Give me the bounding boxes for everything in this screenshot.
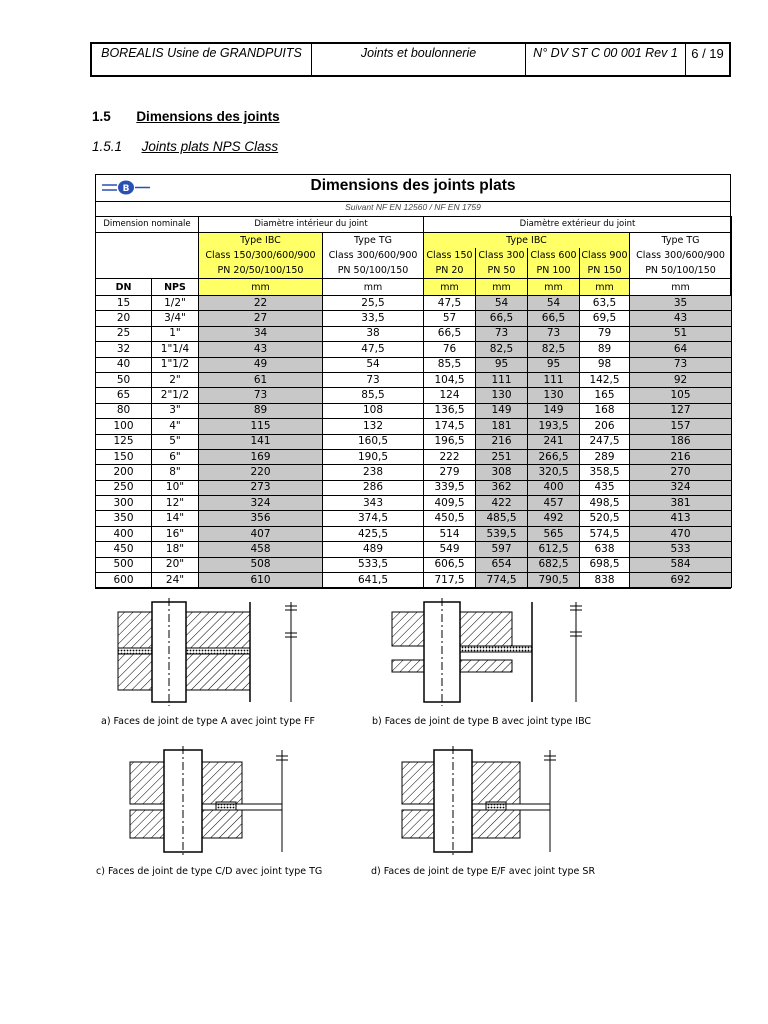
class-header-cell: Class 150/300/600/900 <box>199 248 323 263</box>
table-cell: 698,5 <box>580 557 630 572</box>
header-docref: N° DV ST C 00 001 Rev 1 <box>526 44 686 75</box>
table-cell: 105 <box>630 388 732 403</box>
table-cell: 95 <box>476 357 528 372</box>
table-cell: 22 <box>199 296 323 311</box>
table-cell: 200 <box>96 465 152 480</box>
table-cell: 492 <box>528 511 580 526</box>
table-cell: 12" <box>152 496 199 511</box>
table-cell: 50 <box>96 372 152 387</box>
class-header-cell: Class 300/600/900 <box>630 248 732 263</box>
table-row <box>96 326 732 341</box>
subsection-heading <box>92 139 278 154</box>
table-cell: 130 <box>528 388 580 403</box>
table-cell: 308 <box>476 465 528 480</box>
pn-header-cell: PN 50/100/150 <box>630 263 732 279</box>
table-row <box>96 449 732 464</box>
table-cell: 216 <box>476 434 528 449</box>
header-company: BOREALIS Usine de GRANDPUITS <box>92 44 312 75</box>
table-cell: 111 <box>476 372 528 387</box>
table-cell: 250 <box>96 480 152 495</box>
table-cell: 400 <box>96 526 152 541</box>
table-cell: 356 <box>199 511 323 526</box>
table-cell: 89 <box>199 403 323 418</box>
table-cell: 300 <box>96 496 152 511</box>
table-cell: 33,5 <box>323 311 424 326</box>
table-cell: 141 <box>199 434 323 449</box>
table-cell: 150 <box>96 449 152 464</box>
table-row <box>96 434 732 449</box>
unit-header-cell: DN <box>96 279 152 296</box>
document-header <box>90 42 731 77</box>
table-cell: 2"1/2 <box>152 388 199 403</box>
table-cell: 641,5 <box>323 573 424 588</box>
table-cell: 73 <box>199 388 323 403</box>
table-cell: 508 <box>199 557 323 572</box>
table-cell: 638 <box>580 542 630 557</box>
table-row <box>96 526 732 541</box>
table-cell: 4" <box>152 419 199 434</box>
figure-d-caption: d) Faces de joint de type E/F avec joint type SR <box>371 866 596 877</box>
unit-header-cell: mm <box>580 279 630 296</box>
table-cell: 181 <box>476 419 528 434</box>
subsection-title: Joints plats NPS Class <box>141 139 279 154</box>
table-cell: 450 <box>96 542 152 557</box>
table-cell: 132 <box>323 419 424 434</box>
table-cell: 14" <box>152 511 199 526</box>
figure-b-caption: b) Faces de joint de type B avec joint type IBC <box>372 716 592 727</box>
table-row <box>96 542 732 557</box>
table-cell: 190,5 <box>323 449 424 464</box>
table-cell: 196,5 <box>424 434 476 449</box>
table-cell: 838 <box>580 573 630 588</box>
table-cell: 343 <box>323 496 424 511</box>
table-cell: 43 <box>199 342 323 357</box>
table-cell: 413 <box>630 511 732 526</box>
table-cell: 533 <box>630 542 732 557</box>
pn-header-cell: PN 150 <box>580 263 630 279</box>
table-cell: 654 <box>476 557 528 572</box>
figure-a-drawing <box>96 598 306 706</box>
table-cell: 435 <box>580 480 630 495</box>
table-cell: 458 <box>199 542 323 557</box>
table-cell: 73 <box>630 357 732 372</box>
table-cell: 35 <box>630 296 732 311</box>
header-page: 6 / 19 <box>691 46 724 61</box>
table-cell: 32 <box>96 342 152 357</box>
pn-header-cell: PN 50/100/150 <box>323 263 424 279</box>
table-cell: 63,5 <box>580 296 630 311</box>
table-cell: 220 <box>199 465 323 480</box>
table-cell: 241 <box>528 434 580 449</box>
table-cell: 66,5 <box>424 326 476 341</box>
table-cell: 514 <box>424 526 476 541</box>
table-cell: 774,5 <box>476 573 528 588</box>
table-cell: 425,5 <box>323 526 424 541</box>
table-cell: 61 <box>199 372 323 387</box>
table-cell: 2" <box>152 372 199 387</box>
table-row <box>96 342 732 357</box>
section-number: 1.5 <box>92 109 111 124</box>
table-cell: 82,5 <box>528 342 580 357</box>
table-row <box>96 496 732 511</box>
table-cell: 82,5 <box>476 342 528 357</box>
table-cell: 57 <box>424 311 476 326</box>
table-cell: 485,5 <box>476 511 528 526</box>
table-cell: 5" <box>152 434 199 449</box>
table-cell: 115 <box>199 419 323 434</box>
table-cell: 66,5 <box>476 311 528 326</box>
table-cell: 498,5 <box>580 496 630 511</box>
class-header-cell: Class 150 <box>424 248 476 263</box>
table-cell: 489 <box>323 542 424 557</box>
table-cell: 47,5 <box>323 342 424 357</box>
table-cell: 157 <box>630 419 732 434</box>
table-cell: 111 <box>528 372 580 387</box>
table-cell: 15 <box>96 296 152 311</box>
table-cell: 374,5 <box>323 511 424 526</box>
unit-header-cell: mm <box>528 279 580 296</box>
table-cell: 174,5 <box>424 419 476 434</box>
table-cell: 69,5 <box>580 311 630 326</box>
table-cell: 34 <box>199 326 323 341</box>
header-di-type-tg: Type TG <box>323 233 424 249</box>
table-cell: 108 <box>323 403 424 418</box>
table-cell: 18" <box>152 542 199 557</box>
table-cell: 25,5 <box>323 296 424 311</box>
table-cell: 407 <box>199 526 323 541</box>
table-cell: 358,5 <box>580 465 630 480</box>
table-cell: 584 <box>630 557 732 572</box>
table-cell: 8" <box>152 465 199 480</box>
table-row <box>96 557 732 572</box>
class-header-cell: Class 900 <box>581 250 628 261</box>
unit-header-cell: mm <box>424 279 476 296</box>
table-cell: 320,5 <box>528 465 580 480</box>
table-cell: 286 <box>323 480 424 495</box>
table-cell: 73 <box>528 326 580 341</box>
pn-header-cell: PN 100 <box>528 263 580 279</box>
figure-c-caption: c) Faces de joint de type C/D avec joint type TG <box>96 866 323 877</box>
header-de-type-ibc: Type IBC <box>424 233 630 249</box>
table-cell: 54 <box>476 296 528 311</box>
pn-header-cell: PN 20/50/100/150 <box>199 263 323 279</box>
table-cell: 597 <box>476 542 528 557</box>
table-cell: 400 <box>528 480 580 495</box>
table-cell: 27 <box>199 311 323 326</box>
table-cell: 238 <box>323 465 424 480</box>
table-row <box>96 372 732 387</box>
table-cell: 168 <box>580 403 630 418</box>
table-cell: 539,5 <box>476 526 528 541</box>
table-cell: 149 <box>476 403 528 418</box>
table-cell: 1/2" <box>152 296 199 311</box>
table-cell: 251 <box>476 449 528 464</box>
table-cell: 381 <box>630 496 732 511</box>
figure-c-drawing <box>124 746 304 856</box>
unit-header-cell: mm <box>323 279 424 296</box>
table-cell: 66,5 <box>528 311 580 326</box>
table-row <box>96 311 732 326</box>
table-row <box>96 296 732 311</box>
table-cell: 273 <box>199 480 323 495</box>
table-cell: 130 <box>476 388 528 403</box>
table-cell: 38 <box>323 326 424 341</box>
table-cell: 324 <box>199 496 323 511</box>
table-cell: 89 <box>580 342 630 357</box>
unit-header-cell: mm <box>630 279 732 296</box>
table-cell: 470 <box>630 526 732 541</box>
table-cell: 270 <box>630 465 732 480</box>
table-cell: 20" <box>152 557 199 572</box>
table-cell: 565 <box>528 526 580 541</box>
table-cell: 16" <box>152 526 199 541</box>
figure-d-drawing <box>400 746 580 856</box>
table-cell: 600 <box>96 573 152 588</box>
table-cell: 500 <box>96 557 152 572</box>
table-cell: 25 <box>96 326 152 341</box>
table-cell: 10" <box>152 480 199 495</box>
table-cell: 606,5 <box>424 557 476 572</box>
class-header-cell: Class 600 <box>528 248 580 263</box>
table-cell: 85,5 <box>424 357 476 372</box>
table-cell: 24" <box>152 573 199 588</box>
table-cell: 127 <box>630 403 732 418</box>
table-cell: 279 <box>424 465 476 480</box>
header-inner-diameter: Diamètre intérieur du joint <box>199 217 424 233</box>
table-cell: 104,5 <box>424 372 476 387</box>
header-outer-diameter: Diamètre extérieur du joint <box>424 217 732 233</box>
table-cell: 76 <box>424 342 476 357</box>
unit-header-cell: mm <box>476 279 528 296</box>
table-row <box>96 403 732 418</box>
gasket-dimensions-table-box <box>95 174 731 589</box>
table-cell: 54 <box>323 357 424 372</box>
table-cell: 1"1/4 <box>152 342 199 357</box>
table-cell: 216 <box>630 449 732 464</box>
table-cell: 450,5 <box>424 511 476 526</box>
table-cell: 422 <box>476 496 528 511</box>
table-cell: 80 <box>96 403 152 418</box>
table-row <box>96 573 732 588</box>
header-dim-nominale: Dimension nominale <box>96 217 199 233</box>
figure-b-drawing <box>380 598 590 706</box>
class-header-cell: Class 300 <box>476 248 528 263</box>
table-cell: 533,5 <box>323 557 424 572</box>
table-cell: 142,5 <box>580 372 630 387</box>
unit-header-cell: mm <box>199 279 323 296</box>
table-row <box>96 419 732 434</box>
table-cell: 247,5 <box>580 434 630 449</box>
table-cell: 324 <box>630 480 732 495</box>
unit-header-cell: NPS <box>152 279 199 296</box>
table-cell: 64 <box>630 342 732 357</box>
table-row <box>96 465 732 480</box>
table-cell: 3/4" <box>152 311 199 326</box>
table-cell: 790,5 <box>528 573 580 588</box>
table-cell: 124 <box>424 388 476 403</box>
header-de-type-tg: Type TG <box>630 233 732 249</box>
header-di-type-ibc: Type IBC <box>199 233 323 249</box>
table-row <box>96 357 732 372</box>
table-cell: 612,5 <box>528 542 580 557</box>
table-cell: 549 <box>424 542 476 557</box>
table-cell: 165 <box>580 388 630 403</box>
table-cell: 520,5 <box>580 511 630 526</box>
table-cell: 186 <box>630 434 732 449</box>
table-cell: 92 <box>630 372 732 387</box>
table-row <box>96 511 732 526</box>
table-cell: 362 <box>476 480 528 495</box>
gasket-dimensions-table <box>95 216 732 588</box>
table-cell: 160,5 <box>323 434 424 449</box>
pn-header-cell: PN 50 <box>476 263 528 279</box>
table-cell: 43 <box>630 311 732 326</box>
table-cell: 47,5 <box>424 296 476 311</box>
table-cell: 95 <box>528 357 580 372</box>
table-cell: 289 <box>580 449 630 464</box>
table-cell: 3" <box>152 403 199 418</box>
table-cell: 717,5 <box>424 573 476 588</box>
table-cell: 49 <box>199 357 323 372</box>
table-cell: 149 <box>528 403 580 418</box>
table-cell: 98 <box>580 357 630 372</box>
table-cell: 193,5 <box>528 419 580 434</box>
table-row <box>96 388 732 403</box>
table-cell: 574,5 <box>580 526 630 541</box>
header-subject: Joints et boulonnerie <box>312 44 526 75</box>
table-cell: 692 <box>630 573 732 588</box>
table-cell: 339,5 <box>424 480 476 495</box>
table-cell: 40 <box>96 357 152 372</box>
table-cell: 1" <box>152 326 199 341</box>
table-cell: 6" <box>152 449 199 464</box>
section-title: Dimensions des joints <box>136 109 280 124</box>
table-title: Dimensions des joints plats <box>310 177 516 194</box>
table-cell: 169 <box>199 449 323 464</box>
table-cell: 100 <box>96 419 152 434</box>
table-cell: 20 <box>96 311 152 326</box>
table-cell: 73 <box>476 326 528 341</box>
table-cell: 73 <box>323 372 424 387</box>
table-cell: 206 <box>580 419 630 434</box>
table-cell: 457 <box>528 496 580 511</box>
table-cell: 409,5 <box>424 496 476 511</box>
table-cell: 136,5 <box>424 403 476 418</box>
table-cell: 266,5 <box>528 449 580 464</box>
section-heading <box>92 109 280 124</box>
table-cell: 79 <box>580 326 630 341</box>
table-row <box>96 480 732 495</box>
subsection-number: 1.5.1 <box>92 139 123 154</box>
svg-text:B: B <box>122 184 130 194</box>
table-cell: 1"1/2 <box>152 357 199 372</box>
table-cell: 682,5 <box>528 557 580 572</box>
table-cell: 65 <box>96 388 152 403</box>
table-cell: 125 <box>96 434 152 449</box>
table-title-bar <box>96 175 730 202</box>
table-cell: 51 <box>630 326 732 341</box>
figure-a-caption: a) Faces de joint de type A avec joint type FF <box>101 716 315 727</box>
table-cell: 85,5 <box>323 388 424 403</box>
table-cell: 54 <box>528 296 580 311</box>
table-cell: 222 <box>424 449 476 464</box>
table-cell: 350 <box>96 511 152 526</box>
table-subtitle: Suivant NF EN 12560 / NF EN 1759 <box>345 202 481 212</box>
class-header-cell: Class 300/600/900 <box>323 248 424 263</box>
table-cell: 610 <box>199 573 323 588</box>
pn-header-cell: PN 20 <box>424 263 476 279</box>
